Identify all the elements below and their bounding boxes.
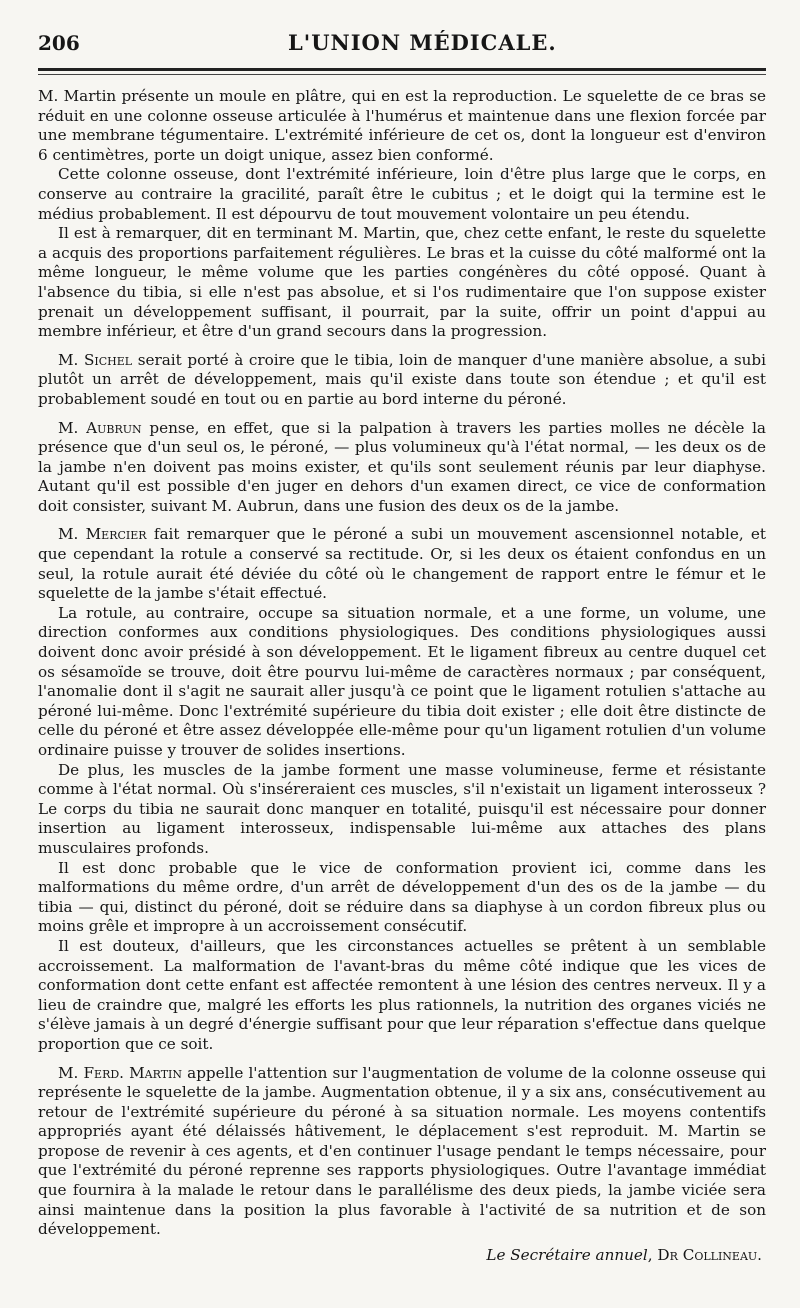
paragraph	[38, 87, 766, 165]
paragraph-text: Cette colonne osseuse, dont l'extrémité inférieure, loin d'être plus large que le corps, en conserve au contraire la gracilité, paraît être le cubitus ; et le doigt qui la termine est le médius probablement. Il est dépourvu de tout mouvement volontaire un peu étendu.	[38, 165, 766, 223]
paragraph-text: présente un moule en plâtre, qui en est la reproduction. Le squelette de ce bras se réduit en une colonne osseuse articulée à l'humérus et maintenue dans une flexion forcée par une membrane tégumentaire. L'extrémité inférieure de cet os, dont la longueur est d'environ 6 centimètres, porte un doigt unique, assez bien conformé.	[38, 87, 766, 164]
paragraph-text: Il est à remarquer, dit en terminant M. Martin, que, chez cette enfant, le reste du squelette a acquis des proportions parfaitement régulières. Le bras et la cuisse du côté malformé ont la même longueur, le même volume que les parties congénères du côté opposé. Quant à l'absence du tibia, si elle n'est pas absolue, et si l'os rudimentaire que l'on suppose exister prenait un développement suffisant, il pourrait, par la suite, offrir un point d'appui au membre inférieur, et être d'un grand secours dans la progression.	[38, 224, 766, 341]
paragraph-text: De plus, les muscles de la jambe forment une masse volumineuse, ferme et résistante comme à l'état normal. Où s'inséreraient ces muscles, s'il n'existait un ligament interosseux ? Le corps du tibia ne saurait donc manquer en totalité, puisqu'il est nécessaire pour donner insertion au ligament interosseux, indispensable lui-même aux attaches des plans musculaires profonds.	[38, 760, 766, 857]
paragraph	[38, 419, 766, 517]
paragraph-text: Il est douteux, d'ailleurs, que les circonstances actuelles se prêtent à un semblable accroissement. La malformation de l'avant-bras du même côté indique que les vices de conformation dont cette enfant est affectée remontent à une lésion des centres nerveux. Il y a lieu de craindre que, malgré les efforts les plus rationnels, la nutrition des organes viciés ne s'élève jamais à un degré d'énergie suffisant pour que leur réparation s'effectue dans quelque proportion que ce soit.	[38, 936, 766, 1053]
paragraph-text: pense, en effet, que si la palpation à travers les parties molles ne décèle la présence que d'un seul os, le péroné, — plus volumineux qu'à l'état normal, — les deux os de la jambe n'en doivent pas moins exister, et qu'ils sont seulement réunis par leur diaphyse. Autant qu'il est possible d'en juger en dehors d'un examen direct, ce vice de conformation doit consister, suivant M. Aubrun, dans une fusion des deux os de la jambe.	[38, 418, 766, 515]
header-rule-thin	[38, 74, 766, 75]
paragraph	[38, 165, 766, 224]
paragraph-text: Il est donc probable que le vice de conformation provient ici, comme dans les malformations du même ordre, d'un arrêt de développement d'un des os de la jambe — du tibia — qui, distinct du péroné, doit se réduire dans sa diaphyse à un cordon fibreux plus ou moins grêle et impropre à un accroissement consécutif.	[38, 858, 766, 936]
article-body	[38, 87, 766, 1240]
running-title: L'UNION MÉDICALE.	[288, 30, 557, 55]
paragraph	[38, 224, 766, 342]
paragraph	[38, 761, 766, 859]
speaker-name: M. Ferd. Martin	[58, 1063, 183, 1082]
page-number: 206	[38, 31, 80, 55]
paragraph	[38, 604, 766, 761]
signature-name: , Dr Collineau.	[647, 1245, 762, 1264]
paragraph-text: fait remarquer que le péroné a subi un mouvement ascensionnel notable, et que cependant la rotule a conservé sa rectitude. Or, si les deux os étaient confondus en un seul, la rotule aurait été déviée du côté où le changement de rapport entre le fémur et le squelette de la jambe s'était effectué.	[38, 525, 766, 603]
paragraph-text: serait porté à croire que le tibia, loin de manquer d'une manière absolue, a subi plutôt un arrêt de développement, mais qu'il existe dans toute son étendue ; et qu'il est probablement soudé en tout ou en partie au bord interne du péroné.	[38, 350, 766, 408]
speaker-name: M. Aubrun	[58, 418, 142, 437]
page-header	[38, 30, 766, 66]
paragraph	[38, 859, 766, 937]
paragraph-text: La rotule, au contraire, occupe sa situation normale, et a une forme, un volume, une direction conformes aux conditions physiologiques. Des conditions physiologiques aussi doivent donc avoir présidé à son développement. Et le ligament fibreux au centre duquel cet os sésamoïde se trouve, doit être pourvu lui-même de caractères normaux ; par conséquent, l'anomalie dont il s'agit ne saurait aller jusqu'à ce point que le ligament rotulien s'attache au péroné lui-même. Donc l'extrémité supérieure du tibia doit exister ; elle doit être distincte de celle du péroné et être assez développée elle-même pour qu'un ligament rotulien d'un volume ordinaire puisse y trouver de solides insertions.	[38, 603, 766, 759]
paragraph	[38, 937, 766, 1055]
signature	[38, 1246, 766, 1264]
paragraph	[38, 351, 766, 410]
signature-role: Le Secrétaire annuel	[486, 1245, 648, 1264]
paragraph	[38, 1064, 766, 1240]
speaker-name: M. Martin	[38, 87, 117, 105]
paragraph-text: appelle l'attention sur l'augmentation de volume de la colonne osseuse qui représente le squelette de la jambe. Augmentation obtenue, il y a six ans, consécutivement au retour de l'extrémité supérieure du péroné à sa situation normale. Les moyens contentifs appropriés ayant été délaissés hâtivement, le déplacement s'est reproduit. M. Martin se propose de revenir à ces agents, et d'en continuer l'usage pendant le temps nécessaire, pour que l'extrémité du péroné reprenne ses rapports physiologiques. Outre l'avantage immédiat que fournira à la malade le retour dans le parallélisme des deux pieds, la jambe viciée sera ainsi maintenue dans la position la plus favorable à l'activité de sa nutrition et de son développement.	[38, 1063, 767, 1239]
header-rule	[38, 68, 766, 71]
speaker-name: M. Mercier	[58, 525, 147, 544]
speaker-name: M. Sichel	[58, 350, 133, 369]
paragraph	[38, 525, 766, 603]
